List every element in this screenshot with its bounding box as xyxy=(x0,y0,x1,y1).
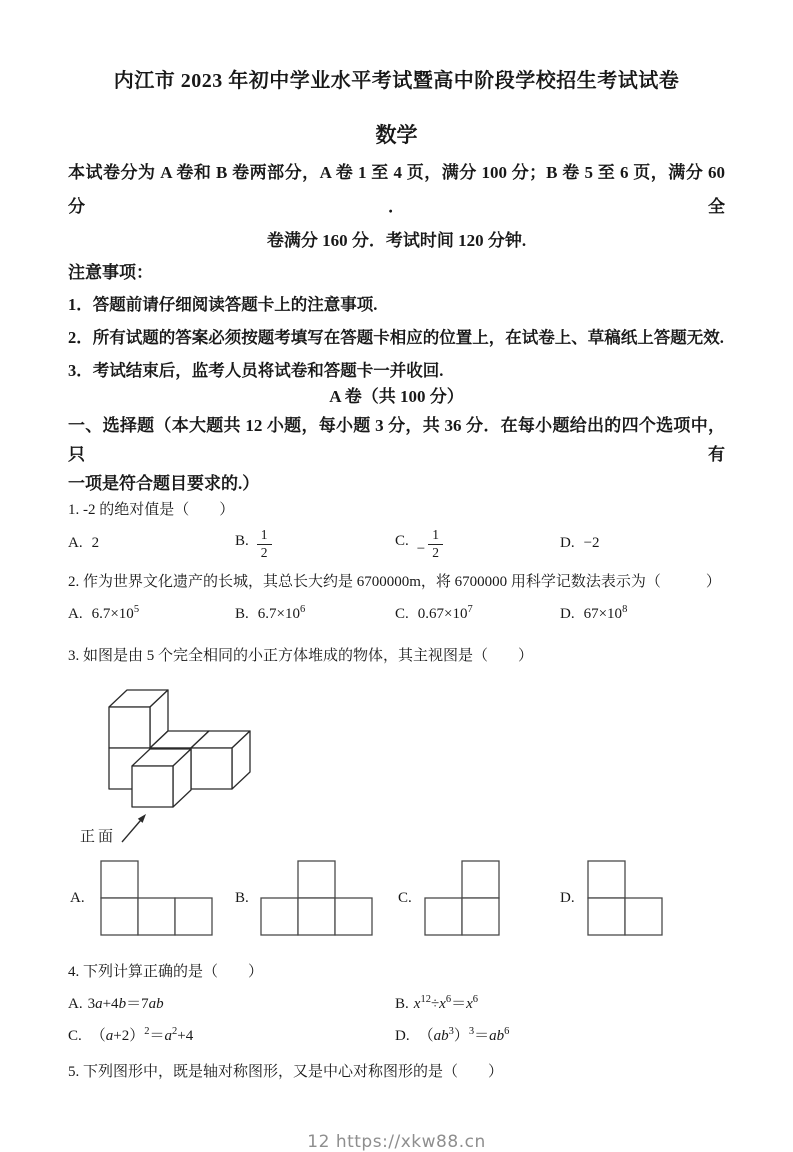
view-option-d-shape xyxy=(587,860,664,937)
footer-url: https://xkw88.cn xyxy=(335,1132,486,1152)
notice-item-3: 3．考试结束后，监考人员将试卷和答题卡一并收回. xyxy=(68,361,444,380)
q4-option-a xyxy=(68,992,164,1013)
intro-paragraph xyxy=(68,156,725,258)
q2-option-a-label: A. xyxy=(68,606,83,622)
q1-option-a xyxy=(68,535,99,552)
notice-heading: 注意事项： xyxy=(68,263,153,282)
q1-option-a-label: A. xyxy=(68,535,83,551)
page-title: 内江市 2023 年初中学业水平考试暨高中阶段学校招生考试试卷 xyxy=(113,70,680,92)
view-option-b-label: B. xyxy=(235,890,249,906)
q4-option-d-label: D. xyxy=(395,1028,410,1044)
part1-heading xyxy=(68,411,725,498)
question-2-stem: 2. 作为世界文化遗产的长城，其总长大约是 6700000m，将 6700000 用科学记数法表示为（ ） xyxy=(68,574,721,590)
minus-sign: − xyxy=(416,540,426,557)
q4-option-d xyxy=(395,1024,509,1045)
q2-option-b-label: B. xyxy=(235,606,249,622)
q2-option-c xyxy=(395,606,473,623)
question-3-stem: 3. 如图是由 5 个完全相同的小正方体堆成的物体，其主视图是（ ） xyxy=(68,648,534,664)
view-option-c-shape xyxy=(424,860,501,937)
subject-title: 数学 xyxy=(375,123,418,147)
question-4-options-row-1 xyxy=(68,992,725,1014)
front-face-label: 正面 xyxy=(80,829,117,845)
q2-option-a-value: $6.7\times 10^5$ xyxy=(91,604,140,622)
question-2-options xyxy=(68,606,725,628)
section-a-heading: A 卷（共 100 分） xyxy=(329,387,464,406)
cube-figure xyxy=(68,670,725,848)
q4-option-c xyxy=(68,1024,193,1045)
q1-option-d-value: −2 xyxy=(583,535,600,551)
view-option-d-label: D. xyxy=(560,890,575,906)
view-option-c-label: C. xyxy=(398,890,412,906)
q2-option-c-label: C. xyxy=(395,606,409,622)
q2-option-a xyxy=(68,606,139,623)
cube-stack-drawing xyxy=(68,670,318,848)
fraction-denominator: 2 xyxy=(257,544,272,562)
q4-option-c-value: $(a+2)^2=a^2+4$ xyxy=(90,1026,194,1044)
q2-option-d-label: D. xyxy=(560,606,575,622)
q4-option-b-label: B. xyxy=(395,996,409,1012)
front-arrow-icon xyxy=(122,814,146,842)
fraction-numerator: 1 xyxy=(432,527,439,542)
question-1-options xyxy=(68,524,725,566)
q1-option-d xyxy=(560,535,600,552)
q4-option-c-label: C. xyxy=(68,1028,82,1044)
question-4-options-row-2 xyxy=(68,1024,725,1046)
q1-option-c xyxy=(395,527,443,562)
view-option-a-shape xyxy=(100,860,214,937)
page-number: 12 xyxy=(307,1132,330,1152)
q2-option-c-value: $0.67\times 10^7$ xyxy=(417,604,473,622)
q1-option-b-fraction xyxy=(257,527,272,562)
q4-option-b xyxy=(395,992,478,1013)
q1-option-a-value: 2 xyxy=(91,535,100,551)
q1-option-d-label: D. xyxy=(560,535,575,551)
q4-option-d-value: $(ab^3)^3=ab^6$ xyxy=(418,1026,510,1044)
q4-option-a-value: 3a+4b＝7ab xyxy=(87,996,164,1012)
fraction-denominator: 2 xyxy=(428,544,443,562)
q2-option-b-value: $6.7\times 10^6$ xyxy=(257,604,306,622)
question-4-stem: 4. 下列计算正确的是（ ） xyxy=(68,964,264,980)
view-option-a-label: A. xyxy=(70,890,85,906)
q2-option-b xyxy=(235,606,305,623)
question-5-stem: 5. 下列图形中，既是轴对称图形，又是中心对称图形的是（ ） xyxy=(68,1064,504,1080)
part1-heading-line-1: 一、选择题（本大题共 12 小题，每小题 3 分，共 36 分．在每小题给出的四个选项中，只有 xyxy=(68,416,725,464)
fraction-numerator: 1 xyxy=(260,527,268,542)
q1-option-b xyxy=(235,527,272,562)
q4-option-a-label: A. xyxy=(68,996,83,1012)
question-1-stem: 1. -2 的绝对值是（ ） xyxy=(68,502,235,518)
intro-line-1: 本试卷分为 A 卷和 B 卷两部分，A 卷 1 至 4 页，满分 100 分；B 卷 5 至 6 页，满分 60 分．全 xyxy=(68,163,725,216)
q1-option-b-label: B. xyxy=(235,532,249,549)
notice-item-1: 1．答题前请仔细阅读答题卡上的注意事项. xyxy=(68,295,378,314)
question-3-view-options xyxy=(68,858,725,946)
q1-option-c-label: C. xyxy=(395,532,409,549)
view-option-b-shape xyxy=(260,860,374,937)
q4-option-b-value: $x^{12}\div x^6=x^6$ xyxy=(413,994,479,1012)
part1-heading-line-2: 一项是符合题目要求的.） xyxy=(68,474,260,493)
notice-item-2: 2．所有试题的答案必须按题考填写在答题卡相应的位置上，在试卷上、草稿纸上答题无效. xyxy=(68,328,724,347)
intro-line-2: 卷满分 160 分．考试时间 120 分钟. xyxy=(266,231,527,250)
q1-option-c-fraction xyxy=(428,527,443,562)
q2-option-d xyxy=(560,606,627,623)
q2-option-d-value: $67\times 10^8$ xyxy=(583,604,628,622)
page-footer xyxy=(68,1132,725,1152)
